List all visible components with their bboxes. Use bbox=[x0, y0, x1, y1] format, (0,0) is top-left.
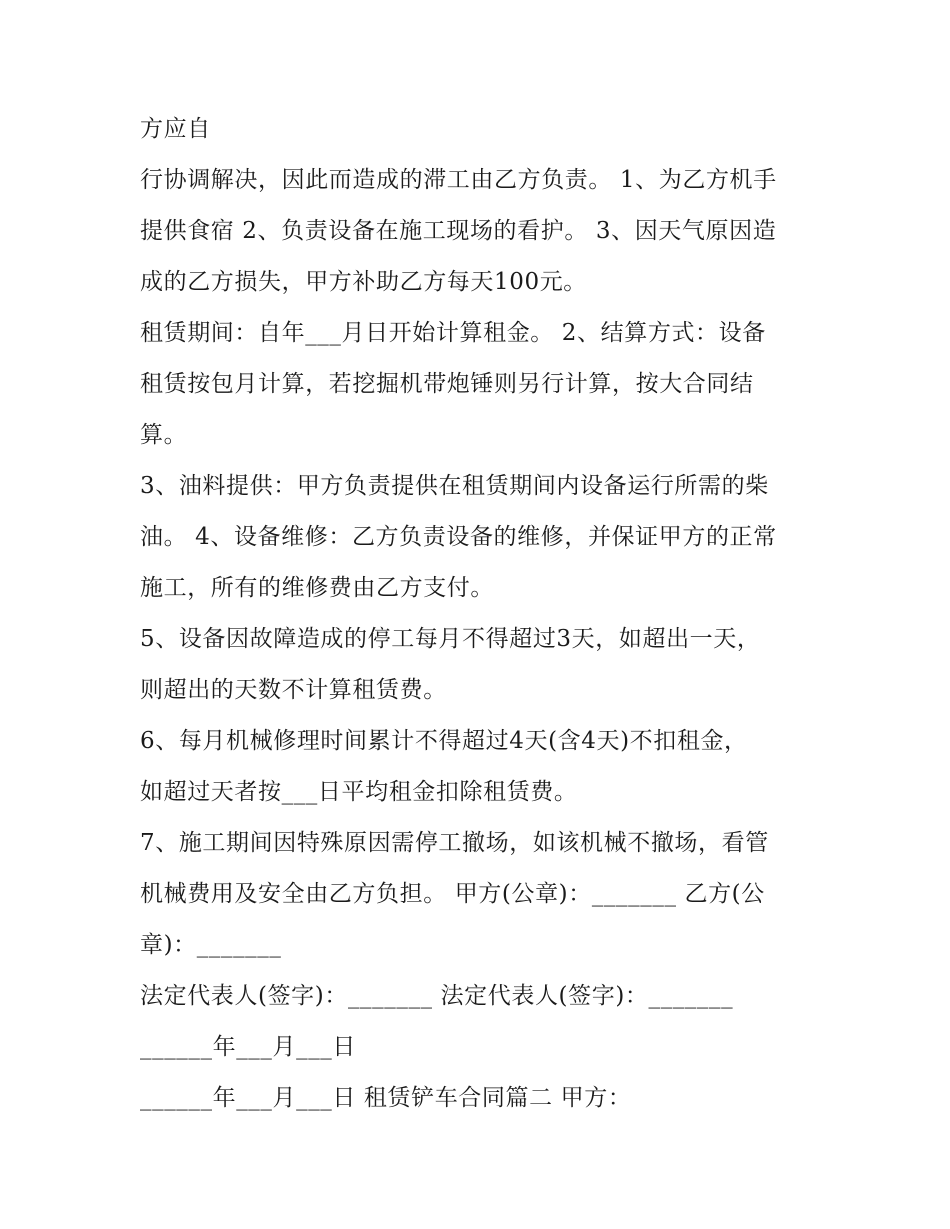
text-line: 租赁期间：自年___月日开始计算租金。 2、结算方式：设备 bbox=[140, 320, 766, 346]
text-line: ______年___月___日 租赁铲车合同篇二 甲方： bbox=[140, 1085, 632, 1111]
document-body bbox=[140, 104, 820, 1124]
text-line: 5、设备因故障造成的停工每月不得超过3天，如超出一天， bbox=[140, 626, 761, 652]
text-line: 法定代表人(签字)：_______ 法定代表人(签字)：_______ bbox=[140, 983, 734, 1009]
text-line: 则超出的天数不计算租赁费。 bbox=[140, 677, 447, 703]
text-line: 6、每月机械修理时间累计不得超过4天(含4天)不扣租金， bbox=[140, 728, 748, 754]
text-line: 成的乙方损失，甲方补助乙方每天100元。 bbox=[140, 269, 587, 295]
text-line: 施工，所有的维修费由乙方支付。 bbox=[140, 575, 494, 601]
text-line: 3、油料提供：甲方负责提供在租赁期间内设备运行所需的柴 bbox=[140, 473, 769, 499]
text-line: 算。 bbox=[140, 422, 188, 448]
text-line: 行协调解决，因此而造成的滞工由乙方负责。 1、为乙方机手 bbox=[140, 167, 777, 193]
text-line: 7、施工期间因特殊原因需停工撤场，如该机械不撤场，看管 bbox=[140, 830, 769, 856]
text-line: 章)：_______ bbox=[140, 932, 282, 958]
text-line: 提供食宿 2、负责设备在施工现场的看护。 3、因天气原因造 bbox=[140, 218, 777, 244]
text-line: 方应自 bbox=[140, 116, 211, 142]
text-line: ______年___月___日 bbox=[140, 1034, 356, 1060]
text-line: 租赁按包月计算，若挖掘机带炮锤则另行计算，按大合同结 bbox=[140, 371, 754, 397]
text-line: 如超过天者按___日平均租金扣除租赁费。 bbox=[140, 779, 578, 805]
text-line: 油。 4、设备维修：乙方负责设备的维修，并保证甲方的正常 bbox=[140, 524, 777, 550]
text-line: 机械费用及安全由乙方负担。 甲方(公章)：_______ 乙方(公 bbox=[140, 881, 765, 907]
